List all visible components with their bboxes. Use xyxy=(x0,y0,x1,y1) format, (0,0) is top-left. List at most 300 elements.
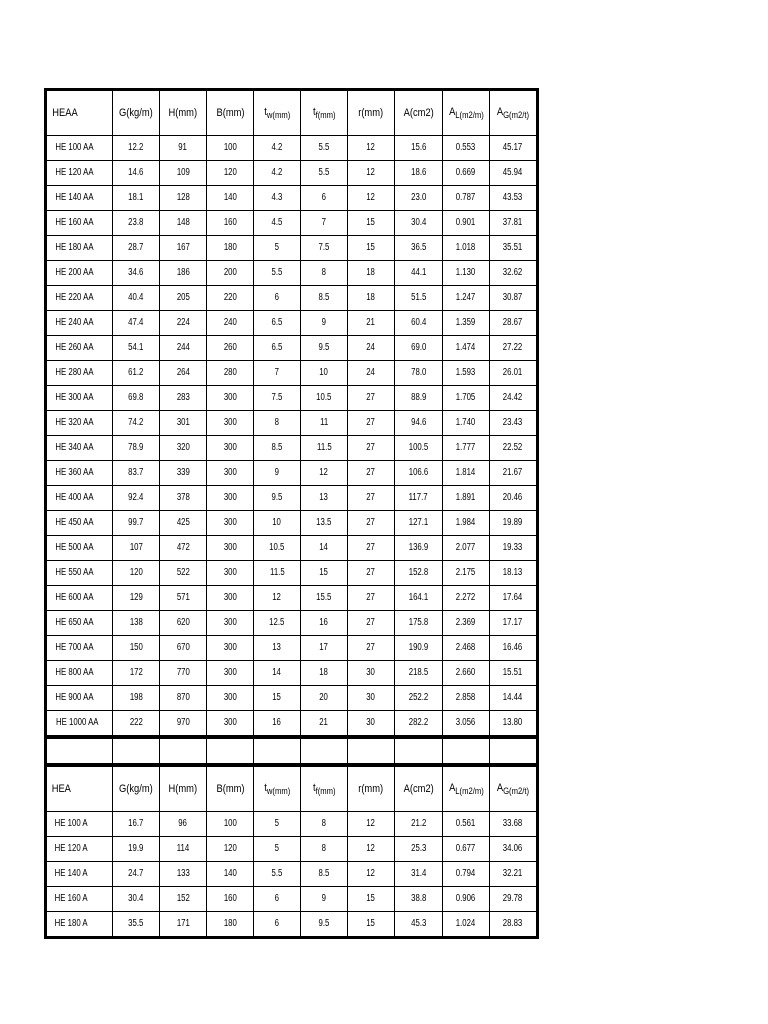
cell-value: 1.891 xyxy=(456,492,476,503)
value-cell xyxy=(490,586,537,611)
cell-value: 88.9 xyxy=(410,392,427,403)
cell-value: 4.5 xyxy=(271,217,283,228)
cell-value: 8.5 xyxy=(271,442,283,453)
value-cell xyxy=(490,661,537,686)
cell-value: 150 xyxy=(129,642,143,653)
cell-value: 13.5 xyxy=(316,517,332,528)
profile-name: HE 650 AA xyxy=(55,617,94,628)
cell-value: 180 xyxy=(223,918,237,929)
spreadsheet-table xyxy=(44,88,539,939)
column-header-text xyxy=(119,108,153,119)
profile-name-cell xyxy=(47,211,113,236)
cell-value: 472 xyxy=(176,542,190,553)
value-cell xyxy=(395,311,443,336)
cell-value: 13 xyxy=(319,492,329,503)
column-header xyxy=(113,767,160,812)
profile-name-cell xyxy=(47,912,113,937)
profile-table xyxy=(46,90,537,937)
column-header-text xyxy=(359,108,384,119)
cell-value: 27 xyxy=(366,417,376,428)
cell-value: 300 xyxy=(223,442,237,453)
cell-value: 28.7 xyxy=(128,242,144,253)
value-cell xyxy=(160,611,207,636)
cell-value: 16.7 xyxy=(128,818,144,829)
value-cell xyxy=(160,461,207,486)
cell-value: 27 xyxy=(366,517,376,528)
cell-value: 21.67 xyxy=(503,467,523,478)
empty-cell xyxy=(301,739,348,764)
cell-value: 15 xyxy=(319,567,329,578)
value-cell xyxy=(443,361,490,386)
value-cell xyxy=(490,486,537,511)
cell-value: 175.8 xyxy=(408,617,429,628)
column-header xyxy=(301,91,348,136)
column-header xyxy=(301,767,348,812)
value-cell xyxy=(395,486,443,511)
profile-name: HE 450 AA xyxy=(55,517,94,528)
cell-value: 11.5 xyxy=(269,567,285,578)
value-cell xyxy=(395,887,443,912)
value-cell xyxy=(490,336,537,361)
table-row xyxy=(47,711,537,736)
cell-value: 20 xyxy=(319,692,329,703)
cell-value: 770 xyxy=(176,667,190,678)
cell-value: 300 xyxy=(223,617,237,628)
cell-value: 1.705 xyxy=(456,392,476,403)
profile-name: HE 120 AA xyxy=(55,167,94,178)
cell-value: 670 xyxy=(176,642,190,653)
value-cell xyxy=(490,461,537,486)
cell-value: 35.51 xyxy=(503,242,523,253)
cell-value: 9.5 xyxy=(318,342,330,353)
cell-value: 69.8 xyxy=(128,392,144,403)
value-cell xyxy=(207,611,254,636)
cell-value: 15 xyxy=(366,217,376,228)
value-cell xyxy=(113,887,160,912)
cell-value: 8 xyxy=(321,843,327,854)
value-cell xyxy=(348,436,395,461)
cell-value: 167 xyxy=(176,242,190,253)
cell-value: 282.2 xyxy=(408,717,429,728)
table-row xyxy=(47,486,537,511)
cell-value: 78.9 xyxy=(128,442,144,453)
value-cell xyxy=(301,386,348,411)
profile-name: HE 500 AA xyxy=(55,542,94,553)
cell-value: 106.6 xyxy=(408,467,429,478)
header-main: A xyxy=(496,105,504,118)
cell-value: 17.17 xyxy=(503,617,523,628)
cell-value: 35.5 xyxy=(128,918,144,929)
cell-value: 51.5 xyxy=(410,292,427,303)
cell-value: 160 xyxy=(223,893,237,904)
cell-value: 27.22 xyxy=(503,342,523,353)
value-cell xyxy=(160,536,207,561)
cell-value: 13 xyxy=(272,642,282,653)
value-cell xyxy=(207,361,254,386)
value-cell xyxy=(395,286,443,311)
cell-value: 61.2 xyxy=(128,367,144,378)
value-cell xyxy=(395,862,443,887)
column-header xyxy=(113,91,160,136)
cell-value: 10 xyxy=(272,517,282,528)
profile-name-cell xyxy=(47,661,113,686)
value-cell xyxy=(113,161,160,186)
value-cell xyxy=(160,812,207,837)
profile-name-cell xyxy=(47,336,113,361)
profile-name: HE 280 AA xyxy=(55,367,94,378)
cell-value: 571 xyxy=(176,592,190,603)
cell-value: 28.83 xyxy=(503,918,523,929)
column-header xyxy=(490,91,537,136)
cell-value: 9 xyxy=(274,467,280,478)
cell-value: 127.1 xyxy=(408,517,429,528)
value-cell xyxy=(490,161,537,186)
cell-value: 2.272 xyxy=(456,592,476,603)
cell-value: 40.4 xyxy=(128,292,144,303)
cell-value: 26.01 xyxy=(503,367,523,378)
value-cell xyxy=(301,611,348,636)
value-cell xyxy=(113,686,160,711)
cell-value: 0.561 xyxy=(456,818,476,829)
value-cell xyxy=(160,261,207,286)
cell-value: 224 xyxy=(176,317,190,328)
cell-value: 870 xyxy=(176,692,190,703)
value-cell xyxy=(348,812,395,837)
cell-value: 36.5 xyxy=(410,242,427,253)
table-row xyxy=(47,236,537,261)
column-header xyxy=(254,767,301,812)
cell-value: 30 xyxy=(366,692,376,703)
column-header-text xyxy=(264,107,290,120)
cell-value: 17 xyxy=(319,642,329,653)
profile-name-cell xyxy=(47,862,113,887)
header-subscript: w(mm) xyxy=(266,109,290,120)
cell-value: 12.5 xyxy=(269,617,285,628)
column-header xyxy=(395,767,443,812)
value-cell xyxy=(395,411,443,436)
profile-name-cell xyxy=(47,236,113,261)
cell-value: 300 xyxy=(223,592,237,603)
table-row xyxy=(47,136,537,161)
cell-value: 252.2 xyxy=(408,692,429,703)
value-cell xyxy=(348,411,395,436)
value-cell xyxy=(113,536,160,561)
column-header-text xyxy=(403,108,433,119)
value-cell xyxy=(490,311,537,336)
cell-value: 12.2 xyxy=(128,142,144,153)
value-cell xyxy=(301,361,348,386)
value-cell xyxy=(254,912,301,937)
cell-value: 12 xyxy=(366,167,376,178)
cell-value: 339 xyxy=(176,467,190,478)
value-cell xyxy=(207,536,254,561)
value-cell xyxy=(443,862,490,887)
value-cell xyxy=(301,511,348,536)
empty-cell xyxy=(113,739,160,764)
value-cell xyxy=(443,136,490,161)
value-cell xyxy=(395,386,443,411)
cell-value: 300 xyxy=(223,717,237,728)
value-cell xyxy=(254,887,301,912)
cell-value: 16 xyxy=(272,717,282,728)
table-row xyxy=(47,586,537,611)
empty-cell xyxy=(160,739,207,764)
value-cell xyxy=(301,161,348,186)
cell-value: 19.9 xyxy=(128,843,144,854)
cell-value: 8.5 xyxy=(318,292,330,303)
value-cell xyxy=(301,862,348,887)
cell-value: 9 xyxy=(321,317,327,328)
profile-name-cell xyxy=(47,311,113,336)
profile-name: HE 1000 AA xyxy=(55,717,99,728)
value-cell xyxy=(254,661,301,686)
cell-value: 5.5 xyxy=(318,167,330,178)
cell-value: 300 xyxy=(223,567,237,578)
cell-value: 19.89 xyxy=(503,517,523,528)
value-cell xyxy=(443,561,490,586)
cell-value: 29.78 xyxy=(503,893,523,904)
column-header xyxy=(443,91,490,136)
value-cell xyxy=(207,561,254,586)
value-cell xyxy=(113,611,160,636)
value-cell xyxy=(395,661,443,686)
value-cell xyxy=(113,211,160,236)
value-cell xyxy=(113,561,160,586)
cell-value: 300 xyxy=(223,492,237,503)
value-cell xyxy=(443,261,490,286)
value-cell xyxy=(113,136,160,161)
value-cell xyxy=(348,586,395,611)
cell-value: 30.4 xyxy=(410,217,427,228)
cell-value: 1.984 xyxy=(456,517,476,528)
value-cell xyxy=(160,636,207,661)
value-cell xyxy=(490,561,537,586)
value-cell xyxy=(254,286,301,311)
cell-value: 1.474 xyxy=(456,342,476,353)
column-header-text xyxy=(216,108,244,119)
value-cell xyxy=(113,236,160,261)
cell-value: 1.814 xyxy=(456,467,476,478)
header-main: HEAA xyxy=(52,106,78,119)
profile-name-cell xyxy=(47,461,113,486)
cell-value: 10.5 xyxy=(316,392,332,403)
column-header xyxy=(47,91,113,136)
value-cell xyxy=(207,311,254,336)
value-cell xyxy=(395,161,443,186)
cell-value: 300 xyxy=(223,642,237,653)
cell-value: 15 xyxy=(366,918,376,929)
value-cell xyxy=(207,887,254,912)
value-cell xyxy=(207,586,254,611)
value-cell xyxy=(443,536,490,561)
value-cell xyxy=(113,261,160,286)
cell-value: 5 xyxy=(274,818,280,829)
cell-value: 24.42 xyxy=(503,392,523,403)
profile-name-cell xyxy=(47,711,113,736)
value-cell xyxy=(490,536,537,561)
cell-value: 27 xyxy=(366,467,376,478)
cell-value: 14 xyxy=(272,667,282,678)
value-cell xyxy=(254,386,301,411)
value-cell xyxy=(301,286,348,311)
cell-value: 148 xyxy=(176,217,190,228)
value-cell xyxy=(160,236,207,261)
cell-value: 300 xyxy=(223,517,237,528)
value-cell xyxy=(348,186,395,211)
empty-row xyxy=(47,739,537,764)
value-cell xyxy=(113,311,160,336)
value-cell xyxy=(348,286,395,311)
table-row xyxy=(47,887,537,912)
value-cell xyxy=(301,186,348,211)
table-row xyxy=(47,161,537,186)
table-row xyxy=(47,812,537,837)
value-cell xyxy=(113,711,160,736)
value-cell xyxy=(348,461,395,486)
cell-value: 164.1 xyxy=(408,592,429,603)
cell-value: 0.669 xyxy=(456,167,476,178)
cell-value: 301 xyxy=(176,417,190,428)
cell-value: 15.5 xyxy=(316,592,332,603)
profile-name-cell xyxy=(47,812,113,837)
value-cell xyxy=(207,436,254,461)
value-cell xyxy=(207,336,254,361)
column-header xyxy=(348,91,395,136)
value-cell xyxy=(490,361,537,386)
cell-value: 205 xyxy=(176,292,190,303)
cell-value: 14.6 xyxy=(128,167,144,178)
cell-value: 27 xyxy=(366,592,376,603)
value-cell xyxy=(301,812,348,837)
cell-value: 12 xyxy=(272,592,282,603)
cell-value: 30 xyxy=(366,667,376,678)
cell-value: 198 xyxy=(129,692,143,703)
cell-value: 12 xyxy=(319,467,329,478)
column-header xyxy=(207,91,254,136)
cell-value: 3.056 xyxy=(456,717,476,728)
value-cell xyxy=(348,311,395,336)
cell-value: 16.46 xyxy=(503,642,523,653)
cell-value: 20.46 xyxy=(503,492,523,503)
cell-value: 133 xyxy=(176,868,190,879)
value-cell xyxy=(301,711,348,736)
value-cell xyxy=(301,686,348,711)
cell-value: 18.1 xyxy=(128,192,144,203)
value-cell xyxy=(490,812,537,837)
column-header-text xyxy=(403,784,433,795)
cell-value: 190.9 xyxy=(408,642,429,653)
value-cell xyxy=(348,336,395,361)
cell-value: 1.024 xyxy=(456,918,476,929)
value-cell xyxy=(207,661,254,686)
value-cell xyxy=(395,711,443,736)
value-cell xyxy=(443,486,490,511)
profile-name-cell xyxy=(47,136,113,161)
cell-value: 136.9 xyxy=(408,542,429,553)
column-header xyxy=(443,767,490,812)
cell-value: 425 xyxy=(176,517,190,528)
cell-value: 27 xyxy=(366,392,376,403)
value-cell xyxy=(301,236,348,261)
value-cell xyxy=(160,686,207,711)
value-cell xyxy=(160,511,207,536)
value-cell xyxy=(490,211,537,236)
cell-value: 18 xyxy=(319,667,329,678)
cell-value: 38.8 xyxy=(410,893,427,904)
cell-value: 152.8 xyxy=(408,567,429,578)
value-cell xyxy=(301,411,348,436)
value-cell xyxy=(395,686,443,711)
value-cell xyxy=(254,161,301,186)
value-cell xyxy=(443,461,490,486)
value-cell xyxy=(301,661,348,686)
value-cell xyxy=(113,812,160,837)
cell-value: 240 xyxy=(223,317,237,328)
table-row xyxy=(47,686,537,711)
value-cell xyxy=(207,411,254,436)
profile-name: HE 100 A xyxy=(54,818,88,829)
cell-value: 45.3 xyxy=(410,918,427,929)
cell-value: 19.33 xyxy=(503,542,523,553)
table-row xyxy=(47,261,537,286)
value-cell xyxy=(443,186,490,211)
value-cell xyxy=(160,211,207,236)
value-cell xyxy=(254,862,301,887)
cell-value: 21 xyxy=(366,317,376,328)
column-header xyxy=(490,767,537,812)
header-main: G(kg/m) xyxy=(119,782,153,795)
column-header-text xyxy=(52,784,71,795)
cell-value: 5.5 xyxy=(318,142,330,153)
profile-name: HE 180 AA xyxy=(55,242,94,253)
cell-value: 15.51 xyxy=(503,667,523,678)
cell-value: 27 xyxy=(366,542,376,553)
cell-value: 27 xyxy=(366,442,376,453)
column-header xyxy=(395,91,443,136)
value-cell xyxy=(348,661,395,686)
value-cell xyxy=(301,436,348,461)
cell-value: 1.593 xyxy=(456,367,476,378)
value-cell xyxy=(160,586,207,611)
cell-value: 300 xyxy=(223,417,237,428)
profile-name: HE 220 AA xyxy=(55,292,94,303)
cell-value: 69.0 xyxy=(410,342,427,353)
value-cell xyxy=(348,711,395,736)
cell-value: 74.2 xyxy=(128,417,144,428)
value-cell xyxy=(395,261,443,286)
header-main: HEA xyxy=(51,782,71,795)
cell-value: 220 xyxy=(223,292,237,303)
value-cell xyxy=(207,511,254,536)
cell-value: 12 xyxy=(366,868,376,879)
value-cell xyxy=(443,586,490,611)
value-cell xyxy=(160,887,207,912)
cell-value: 280 xyxy=(223,367,237,378)
cell-value: 218.5 xyxy=(408,667,429,678)
cell-value: 1.130 xyxy=(456,267,476,278)
cell-value: 33.68 xyxy=(503,818,523,829)
value-cell xyxy=(207,186,254,211)
value-cell xyxy=(254,361,301,386)
value-cell xyxy=(207,211,254,236)
cell-value: 138 xyxy=(129,617,143,628)
cell-value: 15 xyxy=(366,893,376,904)
column-header-text xyxy=(313,107,336,120)
value-cell xyxy=(348,686,395,711)
cell-value: 44.1 xyxy=(410,267,427,278)
value-cell xyxy=(113,411,160,436)
value-cell xyxy=(395,611,443,636)
